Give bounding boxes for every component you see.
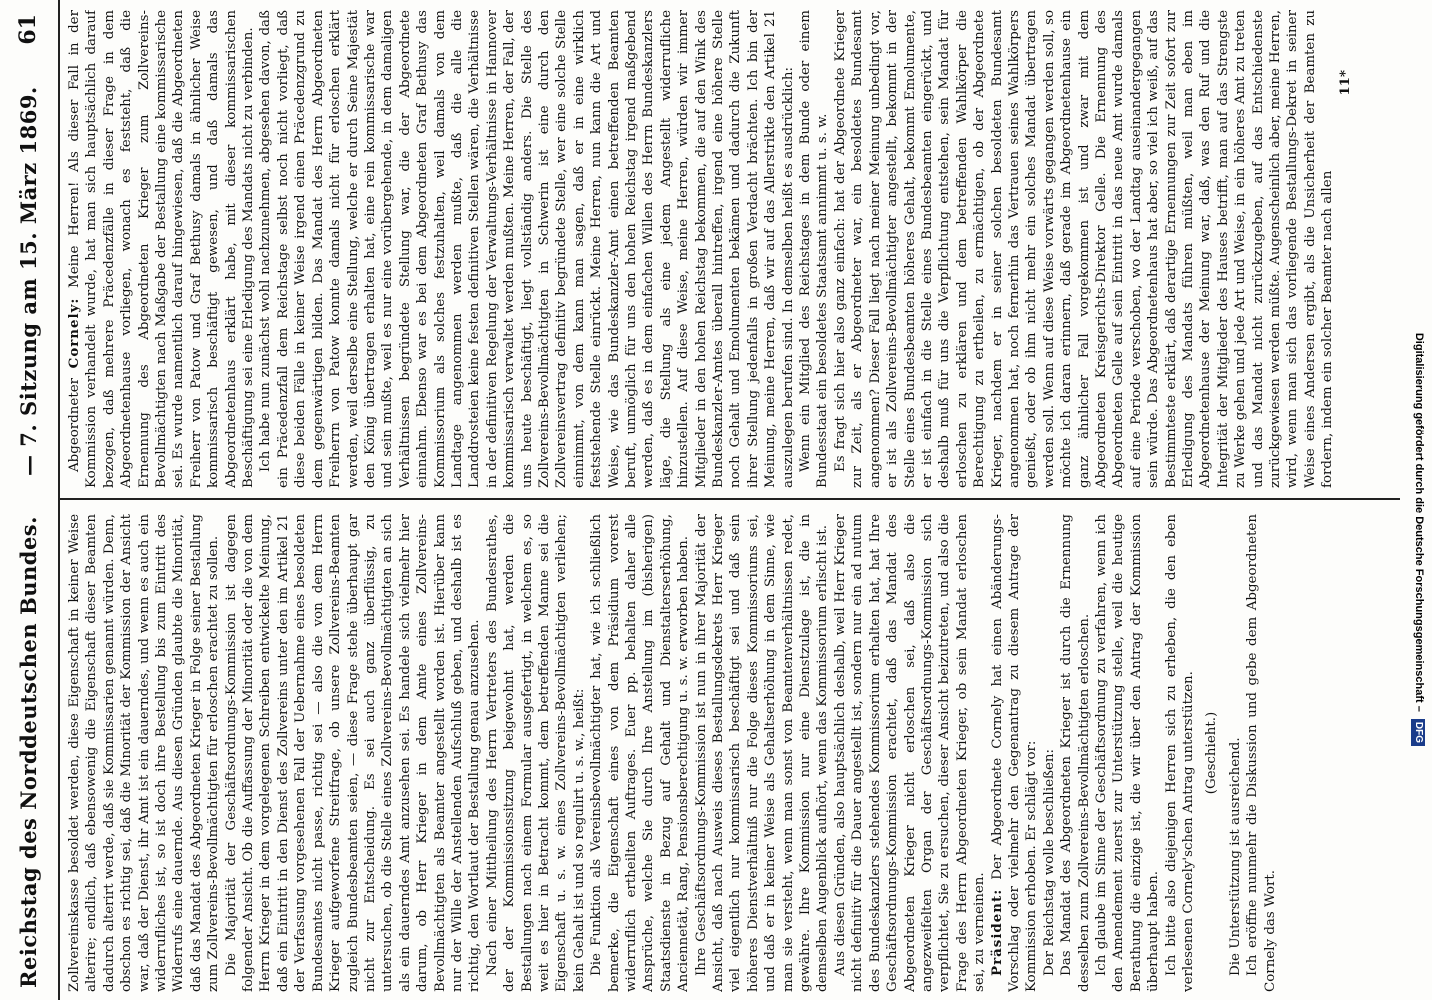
quoted-paragraph: Die Funktion als Vereinsbevollmächtigter hat, wie ich schließlich bemerke, die Eigenschaft eines von dem Präsidium vorerst widerruflich ertheilten Auftrages. Euer pp. behalten daher alle Ansprüche, welche Sie durch Ihre Anstellung im (bisherigen) Staatsdienste in Bezug auf Gehalt und Dienstalterserhöhung, Anciennetät, Rang, Pensionsberechtigung u. s. w. erworben haben. (589, 514, 692, 992)
speaker-name: Cornely: (66, 297, 82, 369)
paragraph: Ihre Geschäftsordnungs-Kommission ist nun in ihrer Majorität der Ansicht, daß nach Ausweis dieses Bestallungsdekrets Herr Krieger viel eigentlich nur kommissarisch beschäftigt sei und daß sein höheres Dienstverhältniß nur die Folge dieses Kommissoriums sei, und daß er in keiner Weise als Gehaltserhöhung in dem Sinne, wie man sie versteht, wenn man sonst von Beamtenverhältnissen redet, gewähre. Ihre Kommission nur eine Dienstzulage ist, die in demselben Augenblick aufhört, wenn das Kommissorium erlischt ist. (693, 514, 831, 992)
paragraph: Ich glaube im Sinne der Geschäftsordnung zu verfahren, wenn ich den Amendement zuerst zur Unterstützung stelle, weil die heutige Berathung die einzige ist, die wir über den Antrag der Kommission überhaupt haben. (1093, 514, 1162, 992)
column-divider (60, 498, 1400, 500)
header-rule (58, 0, 60, 1000)
paragraph: Zollvereinskasse besoldet werden, diese Eigenschaft in keiner Weise alterire; endlich, daß ebensowenig die Eigenschaft dieser Beamten dadurch alterirt werde, daß sie Kommissarien genannt würden. Denn, obschon es richtig sei, daß die Minorität der Kommission der Ansicht war, daß der Dienst, ihr Amt ist ein dauerndes, und wenn es auch ein widerrufliches ist, so ist doch ihre Bestellung bis zum Eintritt des Widerrufs eine dauernde. Aus diesen Gründen glaubte die Minorität, daß das Mandat des Abgeordneten Krieger in Folge seiner Bestallung zum Zollvereins-Bevollmächtigten für erloschen erachtet zu sollen. (67, 514, 222, 992)
paragraph: Der Reichstag wolle beschließen: (1041, 748, 1057, 976)
speech-text: Der Abgeordnete Cornely hat einen Abänderungs-Vorschlag oder vielmehr den Gegenantrag zu diesem Antrage der Kommission erhoben. Er schlägt vor: (989, 514, 1040, 992)
left-page-title: Reichstag des Norddeutschen Bundes. (15, 516, 41, 988)
left-text-column (66, 514, 1396, 992)
speaker-prefix: Abgeordneter (67, 377, 82, 472)
right-text-column (66, 10, 1396, 488)
paragraph (66, 10, 257, 488)
paragraph: Ich bitte also diejenigen Herren sich zu erheben, die den eben verlesenen Cornely'schen Antrag unterstützen. (1163, 514, 1196, 992)
paragraph: Die Majorität der Geschäftsordnungs-Kommission ist dagegen folgender Ansicht. Ob die Auffassung der Minorität oder die von dem Herrn Krieger in dem vorgelegenen Schreiben entwickelte Meinung, daß ein Eintritt in den Dienst des Zollvereins unter den im Artikel 21 der Verfassung vorgesehenen Fall der Uebernahme eines besoldeten Bundesamtes nicht passe, richtig sei — also die von dem Herrn Krieger aufgeworfene Streitfrage, ob unsere Zollvereins-Beamten zugleich Bundesbeamten seien, — diese Frage stehe überhaupt gar nicht zur Entscheidung. Es sei auch ganz überflüssig, zu untersuchen, ob die Stelle eines Zollvereins-Bevollmächtigten an sich als ein dauerndes Amt anzusehen sei. Es handele sich vielmehr hier darum, ob Herr Krieger in dem Amte eines Zollvereins-Bevollmächtigten als Beamter angestellt worden ist. Hierüber kann nur der Wille der Anstellenden Aufschluß geben, und deshalb ist es richtig, den Wortlaut der Bestallung genau anzusehen. (223, 514, 483, 992)
paragraph: Ich habe nun zunächst wohl nachzunehmen, abgesehen davon, daß ein Präcedenzfall dem Reichstage selbst noch nicht vorliegt, daß diese beiden Fälle in keiner Weise irgend einen Präcedenzgrund zu dem gegenwärtigen bilden. Das Mandat des Herrn Abgeordneten Freiherrn von Patow konnte damals nicht für erloschen erklärt werden, weil derselbe eine Stellung, welche er durch Seine Majestät den König übertragen erhalten hat, eine rein kommissarische war und sein mußte, weil es nur eine vorübergehende, in dem damaligen Verhältnissen begründete Stellung war, die der Abgeordnete einnahm. Ebenso war es bei dem Abgeordneten Graf Bethusy das Kommissorium als solches festzuhalten, weil damals von dem Landtage angenommen werden mußte, daß die alle die Landdrosteien keine festen definitiven Stellen wären, die Verhältnisse in der definitiven Regelung der Verwaltungs-Verhältnisse in Hannover kommissarisch verwaltet werden mußten. Meine Herren, der Fall, der uns heute beschäftigt, liegt vollständig anders. Die Stelle des Zollvereins-Bevollmächtigten in Schwerin ist eine durch den Zollvereinsvertrag definitiv begründete Stelle, wer eine solche Stelle einnimmt, von dem kann man sagen, daß er in eine wirklich feststehende Stelle einrückt. Meine Herren, nun kann die Art und Weise, wie das Bundeskanzler-Amt einen betreffenden Beamten beruft, unmöglich für uns den hohen Reichstag irgend maßgebend werden, daß es in dem einfachen Willen des Herrn Bundeskanzlers läge, die Stellung als eine jedem Angestellt widerrufliche hinzustellen. Auf diese Weise, meine Herren, würden wir immer Mitglieder in den hohen Reichstag bekommen, die auf den Wink des Bundeskanzler-Amtes überall hintreffen, irgend eine höhere Stelle noch Gehalt und Emolumenten bekämen und dadurch die Zukunft ihrer Stellung jedenfalls in großen Verdacht brächten. Ich bin der Meinung, meine Herren, daß wir auf das Allerstrikte den Artikel 21 auszulegen berufen sind. In demselben heißt es ausdrücklich: (258, 10, 796, 488)
speech-text: Meine Herren! Als dieser Fall in der Kommission verhandelt wurde, hat man sich hauptsächlich darauf bezogen, daß mehrere Präcedenzfälle in dieser Frage in dem Abgeordnetenhause vorliegen, wonach es feststeht, daß die Ernennung des Abgeordneten Krieger zum Zollvereins-Bevollmächtigten nach Maßgabe der Bestallung eine kommissarische sei. Es wurde namentlich darauf hingewiesen, daß die Abgeordneten Freiherr von Patow und Graf Bethusy damals in ähnlicher Weise kommissarisch beschäftigt gewesen, und daß damals das Abgeordnetenhaus erklärt habe, mit dieser kommissarischen Beschäftigung sei eine Erledigung des Mandats nicht zu verbinden. (67, 10, 257, 488)
paragraph: Es fragt sich hier also ganz einfach: hat der Abgeordnete Krieger zur Zeit, als er Abgeordneter war, ein besoldetes Bundesamt angenommen? Dieser Fall liegt nach meiner Meinung unbedingt vor, er ist als Zollvereins-Bevollmächtigter angestellt, bekommt in der Stelle eines Bundesbeamten höheres Gehalt, bekommt Emolumente, er ist einfach in die Stelle eines Bundesbeamten eingerückt, und deshalb muß für uns die Verpflichtung entstehen, sein Mandat für erloschen zu erklären und dem betreffenden Wahlkörper die Berechtigung zu ertheilen, zu ermächtigen, ob der Abgeordnete Krieger, nachdem er in seiner solchen besoldeten Bundesamt angenommen hat, noch fernerhin das Vertrauen seines Wahlkörpers genießt, oder ob ihm nicht mehr ein solches Mandat übertragen werden soll. Wenn auf diese Weise vorwärts gegangen werden soll, so möchte ich daran erinnern, daß gerade im Abgeordnetenhause ein ganz ähnlicher Fall vorgekommen ist und zwar mit dem Abgeordneten Kreisgerichts-Direktor Gelle. Die Ernennung des Abgeordneten Gelle auf sein Eintritt in das neue Amt wurde damals auf eine Periode verschoben, wo der Landtag auseinandergegangen sein würde. Das Abgeordnetenhaus hat aber, so viel ich weiß, auf das Bestimmteste erklärt, daß derartige Ernennungen zur Zeit sofort zur Erledigung des Mandats führen müßten, weil man eben im Abgeordnetenhause der Meinung war, daß, was den Ruf und die Integrität der Mitglieder des Hauses betrifft, man auf das Strengste zu Werke gehen und jede Art und Weise, in ein höheres Amt zu treten und das Mandat nicht zurückzugeben, auf das Entschiedenste zurückgewiesen werden müßte. Augenscheinlich aber, meine Herren, wird, wenn man sich das vorliegende Bestallungs-Dekret in seiner Weise eines Andersen ergibt, als die Unsicherheit der Beamten zu fordern, indem ein solcher Beamter nach allen (832, 10, 1336, 488)
speaker-name: Präsident: (988, 888, 1005, 976)
sheet-signature: 11* (1336, 70, 1353, 96)
watermark-text: Digitalisierung gefördert durch die Deutsche Forschungsgemeinschaft – (1413, 332, 1425, 712)
running-head-left (0, 504, 56, 1000)
stage-direction: (Geschieht.) (1204, 711, 1220, 795)
dfg-watermark (1409, 6, 1429, 746)
running-head-right (0, 0, 56, 496)
right-page-title: — 7. Sitzung am 15. März 1869. (15, 86, 41, 476)
paragraph: Die Unterstützung ist ausreichend. (1227, 737, 1243, 976)
paragraph (989, 514, 1041, 992)
quoted-paragraph: Wenn ein Mitglied des Reichstages in dem Bunde oder einem Bundesstaat ein besoldetes Staatsamt annimmt u. s. w. (798, 10, 831, 488)
page-number: 61 (15, 14, 41, 45)
motion-text: Das Mandat des Abgeordneten Krieger ist durch die Ernennung desselben zum Zollvereins-Bevollmächtigten erloschen. (1059, 514, 1092, 992)
dfg-logo: DFG (1411, 719, 1425, 746)
paragraph: Nach einer Mittheilung des Herrn Vertreters des Bundesrathes, der der Kommissionssitzung beigewohnt hat, werden die Bestallungen nach einem Formular ausgefertigt, in welchem es, so weit es hier in Betracht kommt, dem betreffenden Manne sei die Eigenschaft u. s. w. eines Zollvereins-Bevollmächtigten verliehen; kein Gehalt ist und so regulirt u. s. w., heißt: (484, 514, 587, 992)
paragraph: Aus diesen Gründen, also hauptsächlich deshalb, weil Herr Krieger nicht definitiv für die Dauer angestellt ist, sondern nur ein ad nutum des Bundeskanzlers stehendes Kommissorium erhalten hat, hat Ihre Geschäftsordnungs-Kommission erachtet, daß das Mandat des Abgeordneten Krieger nicht erloschen sei, daß also die angezweifelten Organ der Geschäftsordnungs-Kommission sich verpflichtet, Sie zu ersuchen, dieser Ansicht beizutreten, und also die Frage des Herrn Abgeordneten Krieger, ob sein Mandat erloschen sei, zu verneinen. (832, 514, 988, 992)
paragraph: Ich eröffne nunmehr die Diskussion und gebe dem Abgeordneten Cornely das Wort. (1245, 514, 1278, 992)
